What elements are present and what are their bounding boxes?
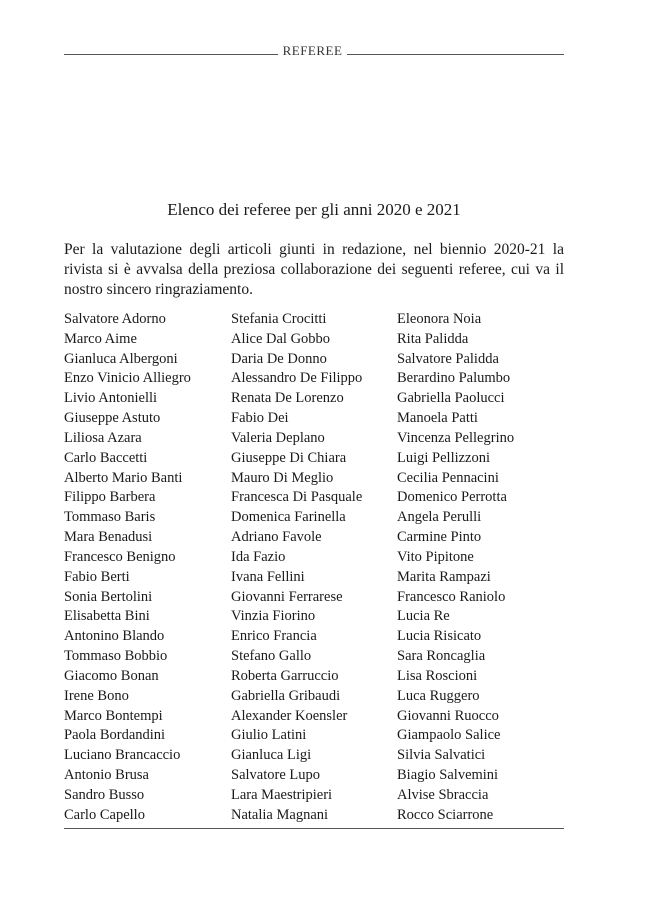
referee-name: Irene Bono xyxy=(64,687,129,704)
referee-column-2 xyxy=(231,310,362,826)
referee-name: Giampaolo Salice xyxy=(397,727,501,744)
referee-name: Giuseppe Astuto xyxy=(64,410,161,427)
referee-name: Roberta Garruccio xyxy=(231,667,339,684)
referee-name: Cecilia Pennacini xyxy=(397,469,499,486)
referee-column-1 xyxy=(64,310,191,826)
referee-name: Lara Maestripieri xyxy=(231,786,333,803)
referee-name: Luciano Brancaccio xyxy=(64,747,181,764)
referee-name: Salvatore Lupo xyxy=(231,767,320,784)
referee-name: Domenica Farinella xyxy=(231,509,346,526)
referee-name: Mauro Di Meglio xyxy=(231,469,334,486)
referee-name: Angela Perulli xyxy=(397,509,482,526)
referee-name: Liliosa Azara xyxy=(64,429,142,446)
referee-name: Enzo Vinicio Alliegro xyxy=(64,370,191,387)
referee-name: Rocco Sciarrone xyxy=(397,806,494,823)
intro-paragraph: Per la valutazione degli articoli giunti in redazione, nel biennio 2020-21 la rivista si è avvalsa della preziosa collaborazione dei seguenti referee, cui va il nostro sincero ringraziamento. xyxy=(64,241,564,298)
referee-name: Berardino Palumbo xyxy=(397,370,511,387)
referee-name: Valeria Deplano xyxy=(231,429,325,446)
referee-name: Luigi Pellizzoni xyxy=(397,449,491,466)
referee-name: Fabio Dei xyxy=(231,410,289,427)
referee-name: Filippo Barbera xyxy=(64,489,156,506)
page-title: Elenco dei referee per gli anni 2020 e 2021 xyxy=(167,200,461,219)
referee-name: Sonia Bertolini xyxy=(64,588,153,605)
referee-name: Alberto Mario Banti xyxy=(64,469,183,486)
referee-name: Tommaso Bobbio xyxy=(64,648,168,665)
referee-name: Sara Roncaglia xyxy=(397,648,486,665)
referee-name: Natalia Magnani xyxy=(231,806,329,823)
referee-name: Silvia Salvatici xyxy=(397,747,486,764)
header-rule-left xyxy=(64,54,278,55)
referee-name: Manoela Patti xyxy=(397,410,478,427)
referee-name: Ivana Fellini xyxy=(231,568,305,585)
bottom-rule xyxy=(64,828,564,829)
referee-name: Daria De Donno xyxy=(231,350,327,367)
referee-name: Vinzia Fiorino xyxy=(231,608,316,625)
referee-name: Marita Rampazi xyxy=(397,568,491,585)
referee-name: Stefano Gallo xyxy=(231,648,312,665)
header-label: REFEREE xyxy=(282,43,343,58)
referee-name: Gianluca Ligi xyxy=(231,747,312,764)
referee-name: Francesco Benigno xyxy=(64,548,176,565)
referee-name: Lisa Roscioni xyxy=(397,667,478,684)
running-header xyxy=(64,41,564,61)
referee-name: Gabriella Paolucci xyxy=(397,390,505,407)
referee-name: Elisabetta Bini xyxy=(64,608,150,625)
referee-name: Marco Aime xyxy=(64,330,137,347)
referee-name: Eleonora Noia xyxy=(397,311,482,327)
referee-column-3 xyxy=(397,310,514,826)
referee-name: Vito Pipitone xyxy=(397,548,474,565)
referee-name: Vincenza Pellegrino xyxy=(397,429,515,446)
referee-name: Alvise Sbraccia xyxy=(397,786,489,803)
referee-name: Carlo Baccetti xyxy=(64,449,148,466)
referee-name: Enrico Francia xyxy=(231,628,317,645)
referee-name: Salvatore Adorno xyxy=(64,311,166,327)
referee-name: Giacomo Bonan xyxy=(64,667,159,684)
referee-name: Alessandro De Filippo xyxy=(231,370,363,387)
referee-name: Ida Fazio xyxy=(231,548,286,565)
referee-name: Adriano Favole xyxy=(231,529,322,546)
referee-name: Antonio Brusa xyxy=(64,767,149,784)
referee-name: Antonino Blando xyxy=(64,628,165,645)
referee-name: Marco Bontempi xyxy=(64,707,163,724)
referee-name: Lucia Risicato xyxy=(397,628,482,645)
referee-name: Mara Benadusi xyxy=(64,529,153,546)
referee-name: Sandro Busso xyxy=(64,786,145,803)
referee-name: Tommaso Baris xyxy=(64,509,156,526)
referee-name: Luca Ruggero xyxy=(397,687,480,704)
referee-name: Francesca Di Pasquale xyxy=(231,489,363,506)
referee-name: Alexander Koensler xyxy=(231,707,348,724)
referee-name: Livio Antonielli xyxy=(64,390,158,407)
referee-name: Carlo Capello xyxy=(64,806,145,823)
referee-name: Gabriella Gribaudi xyxy=(231,687,341,704)
referee-name: Salvatore Palidda xyxy=(397,350,499,367)
referee-name: Gianluca Albergoni xyxy=(64,350,178,367)
referee-name: Domenico Perrotta xyxy=(397,489,507,506)
referee-name: Biagio Salvemini xyxy=(397,767,499,784)
referee-name: Rita Palidda xyxy=(397,330,469,347)
referee-name: Giovanni Ruocco xyxy=(397,707,499,724)
referee-name: Lucia Re xyxy=(397,608,450,625)
referee-name: Giulio Latini xyxy=(231,727,307,744)
referee-name: Giovanni Ferrarese xyxy=(231,588,343,605)
referee-name: Carmine Pinto xyxy=(397,529,482,546)
referee-name: Alice Dal Gobbo xyxy=(231,330,331,347)
referee-name: Fabio Berti xyxy=(64,568,130,585)
referee-name: Paola Bordandini xyxy=(64,727,166,744)
referee-name: Francesco Raniolo xyxy=(397,588,506,605)
header-rule-right xyxy=(347,54,564,55)
referee-name: Giuseppe Di Chiara xyxy=(231,449,347,466)
referee-name: Renata De Lorenzo xyxy=(231,390,344,407)
referee-name: Stefania Crocitti xyxy=(231,311,327,327)
